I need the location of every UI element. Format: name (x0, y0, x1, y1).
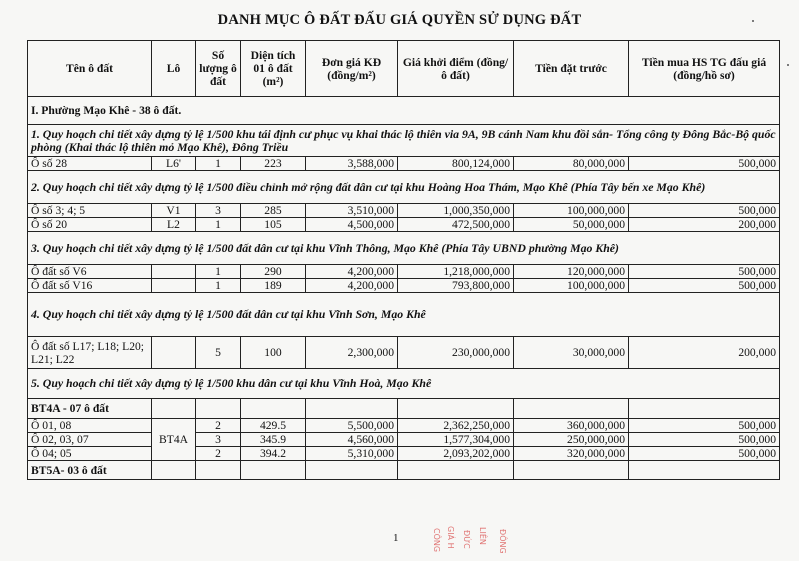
header-don-gia: Đơn giá KĐ (đồng/m²) (306, 41, 398, 97)
ward-row (28, 97, 780, 125)
stamp-text: ĐỨC (462, 530, 471, 549)
section-title: 1. Quy hoạch chi tiết xây dựng tỷ lệ 1/500 khu tái định cư phục vụ khai thác lộ thiên via 9A, 9B cánh Nam khu đồi sắn- Tổng công ty Đông Bắc-Bộ quốc phòng (Khai thác lộ thiên mỏ Mạo Khê), Đông Triều (28, 125, 780, 157)
cell-lo: L2 (152, 218, 196, 232)
cell-area: 189 (241, 279, 306, 293)
ward-heading: I. Phường Mạo Khê - 38 ô đất. (28, 97, 780, 125)
cell-name: Ô đất số V16 (28, 279, 152, 293)
cell-area: 394.2 (241, 447, 306, 461)
cell-start: 1,218,000,000 (398, 265, 514, 279)
cell-lo (152, 279, 196, 293)
cell-area: 429.5 (241, 419, 306, 433)
cell-price: 4,200,000 (306, 265, 398, 279)
section-title: 5. Quy hoạch chi tiết xây dựng tỷ lệ 1/500 khu dân cư tại khu Vĩnh Hoà, Mạo Khê (28, 369, 780, 399)
section-row (28, 369, 780, 399)
cell-price: 2,300,000 (306, 337, 398, 369)
cell-qty: 1 (196, 218, 241, 232)
cell-lo (152, 337, 196, 369)
cell-price: 4,200,000 (306, 279, 398, 293)
table-row (28, 157, 780, 171)
table-row (28, 433, 780, 447)
cell-fee: 500,000 (629, 447, 780, 461)
cell-price: 3,588,000 (306, 157, 398, 171)
table-row (28, 218, 780, 232)
cell-qty: 3 (196, 433, 241, 447)
cell-deposit: 320,000,000 (514, 447, 629, 461)
table-header-row (28, 41, 780, 97)
section-row (28, 171, 780, 204)
cell-name: Ô 02, 03, 07 (28, 433, 152, 447)
cell-lo (152, 265, 196, 279)
cell-area: 285 (241, 204, 306, 218)
group-row (28, 461, 780, 480)
cell-area: 223 (241, 157, 306, 171)
cell-start: 2,362,250,000 (398, 419, 514, 433)
cell-fee: 500,000 (629, 204, 780, 218)
cell-name: Ô số 20 (28, 218, 152, 232)
cell-area: 290 (241, 265, 306, 279)
cell-price: 5,310,000 (306, 447, 398, 461)
header-so-luong: Số lượng ô đất (196, 41, 241, 97)
cell-area: 100 (241, 337, 306, 369)
scan-speck (787, 64, 789, 66)
cell-deposit: 50,000,000 (514, 218, 629, 232)
cell-deposit: 360,000,000 (514, 419, 629, 433)
cell-qty: 1 (196, 265, 241, 279)
cell-qty: 1 (196, 279, 241, 293)
cell-qty: 2 (196, 419, 241, 433)
cell-fee: 500,000 (629, 433, 780, 447)
scan-speck (752, 20, 754, 22)
cell-lo: L6' (152, 157, 196, 171)
cell-price: 3,510,000 (306, 204, 398, 218)
header-tien-dat-truoc: Tiền đặt trước (514, 41, 629, 97)
group-row (28, 399, 780, 419)
header-gia-khoi-diem: Giá khởi điểm (đồng/ô đất) (398, 41, 514, 97)
cell-start: 800,124,000 (398, 157, 514, 171)
cell-fee: 500,000 (629, 265, 780, 279)
group-label: BT5A- 03 ô đất (28, 461, 152, 480)
section-title: 2. Quy hoạch chi tiết xây dựng tỷ lệ 1/500 điều chỉnh mở rộng đất dân cư tại khu Hoàng Hoa Thám, Mạo Khê (Phía Tây bến xe Mạo Khê) (28, 171, 780, 204)
stamp-text: ĐÔNG (498, 529, 507, 554)
cell-fee: 500,000 (629, 419, 780, 433)
cell-price: 5,500,000 (306, 419, 398, 433)
cell-fee: 200,000 (629, 337, 780, 369)
group-label: BT4A - 07 ô đất (28, 399, 152, 419)
red-stamp (428, 526, 523, 561)
cell-name: Ô đất số V6 (28, 265, 152, 279)
section-row (28, 293, 780, 337)
cell-start: 1,577,304,000 (398, 433, 514, 447)
cell-deposit: 80,000,000 (514, 157, 629, 171)
cell-area: 105 (241, 218, 306, 232)
cell-price: 4,500,000 (306, 218, 398, 232)
section-row (28, 125, 780, 157)
page-number: 1 (393, 532, 399, 544)
cell-start: 230,000,000 (398, 337, 514, 369)
table-row (28, 265, 780, 279)
cell-fee: 500,000 (629, 157, 780, 171)
cell-deposit: 30,000,000 (514, 337, 629, 369)
stamp-text: LIÊN (478, 527, 487, 545)
table-row (28, 447, 780, 461)
cell-area: 345.9 (241, 433, 306, 447)
cell-start: 1,000,350,000 (398, 204, 514, 218)
cell-deposit: 120,000,000 (514, 265, 629, 279)
cell-deposit: 100,000,000 (514, 204, 629, 218)
cell-lo: V1 (152, 204, 196, 218)
table-row (28, 419, 780, 433)
section-title: 4. Quy hoạch chi tiết xây dựng tỷ lệ 1/500 đất dân cư tại khu Vĩnh Sơn, Mạo Khê (28, 293, 780, 337)
header-dien-tich: Diện tích 01 ô đất (m²) (241, 41, 306, 97)
section-title: 3. Quy hoạch chi tiết xây dựng tỷ lệ 1/500 đất dân cư tại khu Vĩnh Thông, Mạo Khê (Phía Tây UBND phường Mạo Khê) (28, 232, 780, 265)
cell-deposit: 100,000,000 (514, 279, 629, 293)
cell-fee: 200,000 (629, 218, 780, 232)
header-ten-o-dat: Tên ô đất (28, 41, 152, 97)
header-lo: Lô (152, 41, 196, 97)
cell-name: Ô số 28 (28, 157, 152, 171)
header-tien-mua-hs: Tiền mua HS TG đấu giá (đồng/hồ sơ) (629, 41, 780, 97)
section-row (28, 232, 780, 265)
table-row (28, 204, 780, 218)
cell-fee: 500,000 (629, 279, 780, 293)
cell-name: Ô 01, 08 (28, 419, 152, 433)
stamp-text: CÔNG (432, 528, 441, 553)
cell-qty: 3 (196, 204, 241, 218)
cell-qty: 5 (196, 337, 241, 369)
cell-name: Ô số 3; 4; 5 (28, 204, 152, 218)
cell-name: Ô 04; 05 (28, 447, 152, 461)
cell-name: Ô đất số L17; L18; L20; L21; L22 (28, 337, 152, 369)
stamp-text: GIÁ H (446, 526, 455, 549)
table-row (28, 279, 780, 293)
cell-start: 2,093,202,000 (398, 447, 514, 461)
document-title: DANH MỤC Ô ĐẤT ĐẤU GIÁ QUYỀN SỬ DỤNG ĐẤT (217, 12, 582, 28)
cell-lo: BT4A (152, 419, 196, 461)
cell-deposit: 250,000,000 (514, 433, 629, 447)
land-auction-table (27, 40, 780, 480)
table-row (28, 337, 780, 369)
cell-qty: 2 (196, 447, 241, 461)
cell-start: 793,800,000 (398, 279, 514, 293)
cell-start: 472,500,000 (398, 218, 514, 232)
cell-qty: 1 (196, 157, 241, 171)
cell-price: 4,560,000 (306, 433, 398, 447)
